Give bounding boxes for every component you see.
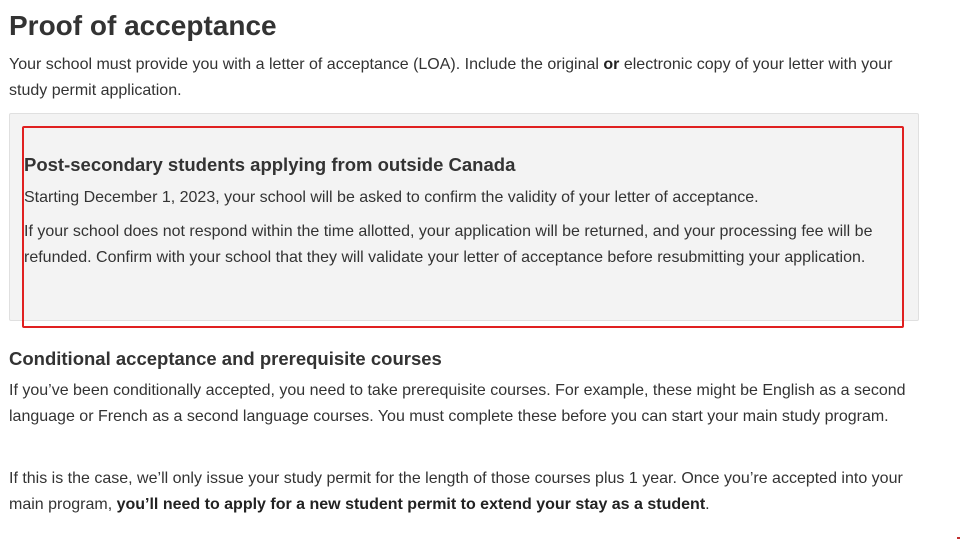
corner-mark (957, 537, 960, 539)
permit-length-end: . (705, 496, 710, 513)
intro-emphasis: or (603, 56, 620, 73)
notice-paragraph-refund: If your school does not respond within the time allotted, your application will be returned, and your processing fee will be refunded. Confirm with your school that they will validate your letter of acceptance before resubmitting your application. (24, 223, 873, 266)
page-title: Proof of acceptance (9, 10, 277, 41)
intro-text-start: Your school must provide you with a letter of acceptance (LOA). Include the original (9, 56, 604, 73)
conditional-paragraph: If you’ve been conditionally accepted, you need to take prerequisite courses. For example, these might be English as a second language or French as a second language courses. You must complete these before you can start your main study program. (9, 382, 906, 425)
notice-panel (9, 113, 919, 321)
permit-length-paragraph (9, 466, 929, 518)
permit-length-text: If this is the case, we’ll only issue your study permit for the length of those courses plus 1 year. Once you’re accepted into your main program, (9, 470, 903, 513)
conditional-acceptance-heading: Conditional acceptance and prerequisite courses (9, 348, 442, 369)
intro-text-end: electronic copy of your letter with your study permit application. (9, 56, 893, 99)
notice-paragraph-date: Starting December 1, 2023, your school will be asked to confirm the validity of your letter of acceptance. (24, 189, 759, 206)
intro-paragraph (9, 52, 924, 104)
notice-heading: Post-secondary students applying from outside Canada (24, 154, 516, 175)
new-permit-emphasis: you’ll need to apply for a new student permit to extend your stay as a student (116, 496, 706, 513)
